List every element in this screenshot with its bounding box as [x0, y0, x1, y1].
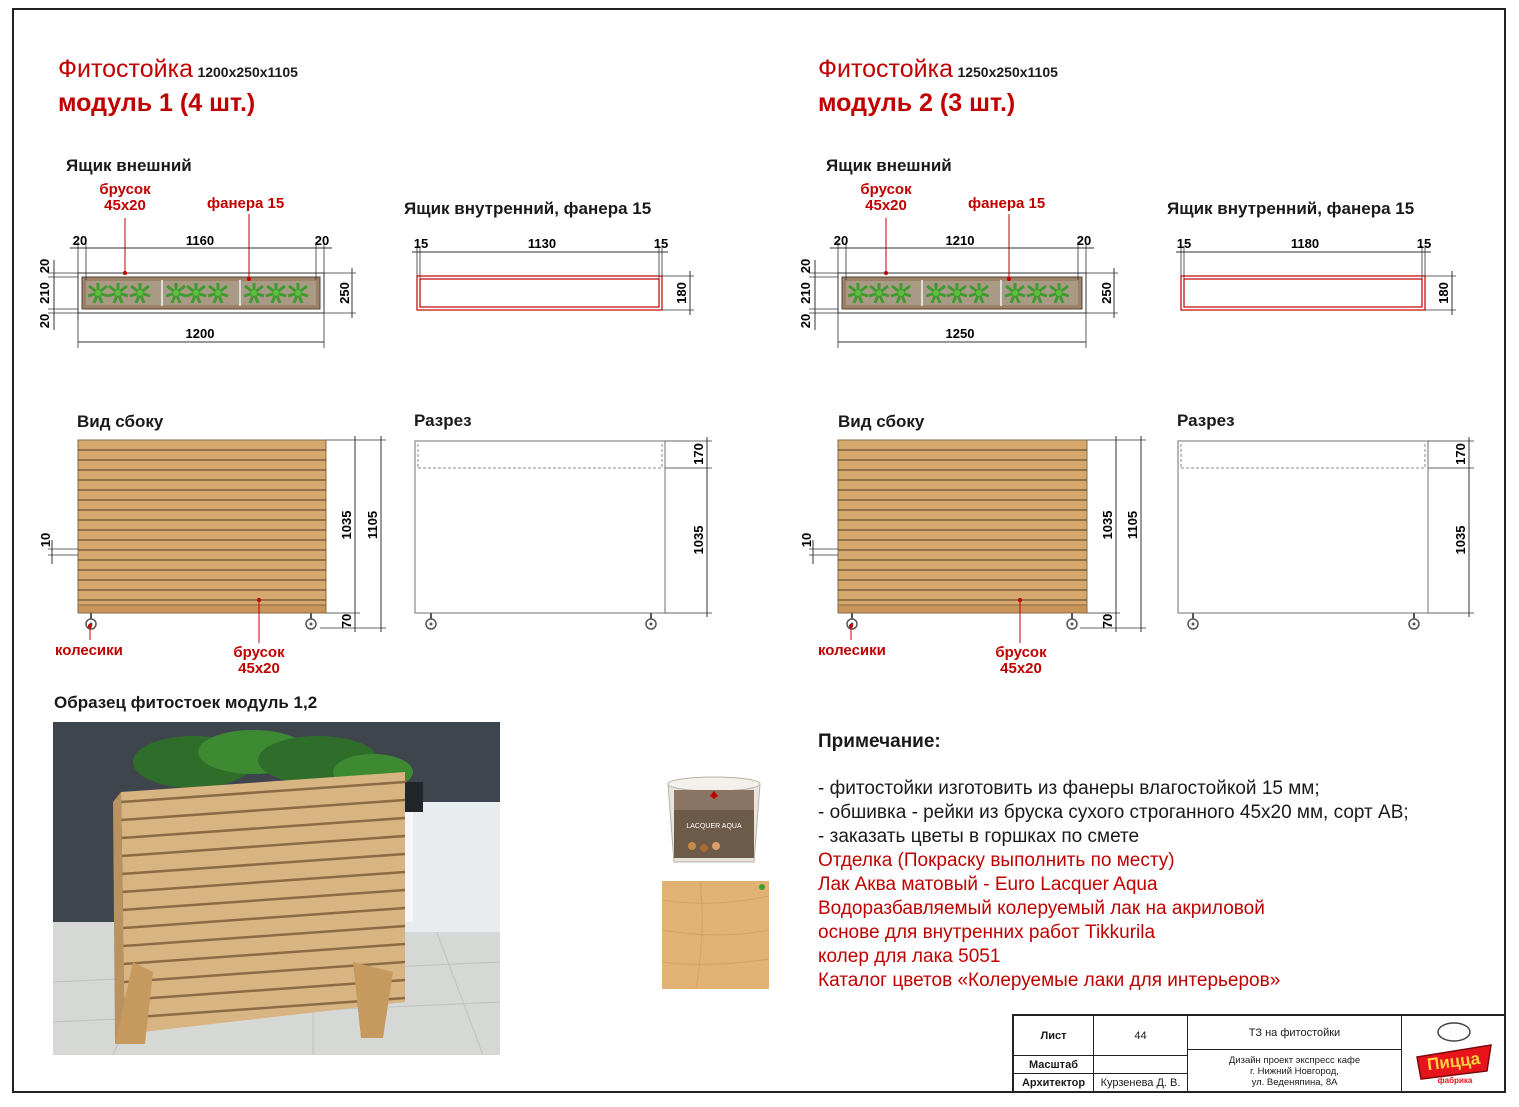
module1-dim-left: 20	[72, 233, 88, 248]
module2-dim-h-inner: 1035	[1100, 510, 1115, 540]
module1-inner-box-label: Ящик внутренний, фанера 15	[404, 199, 652, 218]
tb-architect-value: Курзенева Д. В.	[1094, 1074, 1188, 1093]
module2-wheels-label: колесики	[818, 642, 886, 659]
module1-section-dim-top: 170	[691, 443, 706, 465]
note-red-line: основе для внутренних работ Tikkurila	[818, 922, 1156, 943]
note-line: - заказать цветы в горшках по смете	[818, 826, 1140, 847]
module2-section	[1178, 437, 1474, 629]
tb-scale-value	[1094, 1056, 1188, 1074]
module2-outer-box-plan	[798, 214, 1118, 348]
module2-dim-v-bot: 20	[798, 313, 813, 329]
module2-outer-box-label: Ящик внешний	[826, 156, 952, 175]
module2-beam-bottom-label: брусок 45x20	[995, 644, 1047, 677]
module2-dim-total: 1250	[945, 326, 975, 341]
module1-dim-v-bot: 20	[37, 313, 52, 329]
logo-text: Пицца	[1425, 1048, 1482, 1075]
lacquer-can-text: LACQUER AQUA	[686, 823, 742, 830]
module1-beam-label: брусок 45x20	[99, 181, 151, 214]
module1-section-label: Разрез	[414, 411, 472, 430]
module1-outer-box-label: Ящик внешний	[66, 156, 192, 175]
module2-dim-v-top: 20	[798, 258, 813, 274]
sample-heading: Образец фитостоек модуль 1,2	[54, 693, 318, 712]
module2-inner-dim-height: 180	[1436, 282, 1451, 304]
module1-inner-box-plan	[412, 236, 694, 315]
module1-side-view	[38, 436, 386, 643]
module1-subtitle: модуль 1 (4 шт.)	[58, 89, 256, 117]
note-red-line: Водоразбавляемый колеруемый лак на акриловой	[818, 898, 1265, 919]
tb-doc-title: ТЗ на фитостойки	[1188, 1016, 1402, 1050]
module1-size: 1200x250x1105	[197, 64, 298, 80]
module1-section	[415, 437, 712, 629]
module2-dim-wheel: 70	[1100, 613, 1115, 629]
module1-beam-bottom-label: брусок 45x20	[233, 644, 285, 677]
module2-side-view-label: Вид сбоку	[838, 412, 925, 431]
module2-beam-label: брусок 45x20	[860, 181, 912, 214]
note-line: - обшивка - рейки из бруска сухого строганного 45х20 мм, сорт АВ;	[818, 802, 1409, 823]
lacquer-can-image	[668, 777, 760, 862]
logo-subtext: фабрика	[1437, 1076, 1473, 1085]
module1-dim-total: 1200	[185, 326, 215, 341]
module1-dim-gap: 10	[38, 532, 53, 548]
module1-plywood-label: фанера 15	[207, 195, 285, 212]
note-line: - фитостойки изготовить из фанеры влагостойкой 15 мм;	[818, 778, 1320, 799]
module2-inner-box-plan	[1176, 236, 1456, 315]
notes-list	[818, 777, 1409, 993]
note-red-line: Каталог цветов «Колеруемые лаки для интерьеров»	[818, 970, 1281, 991]
module2-section-dim-body: 1035	[1453, 525, 1468, 555]
module1-wheels-label: колесики	[55, 642, 123, 659]
note-red-line: Отделка (Покраску выполнить по месту)	[818, 850, 1175, 871]
tb-architect-label: Архитектор	[1014, 1074, 1094, 1093]
module2-section-label: Разрез	[1177, 411, 1235, 430]
module2-inner-dim-mid: 1180	[1290, 236, 1320, 251]
sample-photo-illustration	[53, 722, 500, 1055]
module2-dim-mid: 1210	[945, 233, 975, 248]
module1-dim-h-inner: 1035	[339, 510, 354, 540]
module1-section-dim-body: 1035	[691, 525, 706, 555]
module2-inner-dim-right: 15	[1416, 236, 1432, 251]
module1-side-view-label: Вид сбоку	[77, 412, 164, 431]
tb-sheet-label: Лист	[1014, 1016, 1094, 1056]
module2-dim-right: 20	[1076, 233, 1092, 248]
module1-inner-dim-left: 15	[413, 236, 429, 251]
module2-inner-dim-left: 15	[1176, 236, 1192, 251]
module2-dim-v-mid: 210	[798, 282, 813, 304]
module1-dim-mid: 1160	[185, 233, 215, 248]
module1-dim-h-total: 1105	[365, 510, 380, 540]
tb-sheet-value: 44	[1094, 1016, 1188, 1056]
logo-cell	[1402, 1016, 1506, 1093]
note-red-line: Лак Аква матовый - Euro Lacquer Aqua	[818, 874, 1158, 895]
module2-plywood-label: фанера 15	[968, 195, 1046, 212]
module2-dim-left: 20	[833, 233, 849, 248]
module1-inner-dim-mid: 1130	[527, 236, 557, 251]
module2-title: Фитостойка	[818, 55, 953, 83]
tb-scale-label: Масштаб	[1014, 1056, 1094, 1074]
module1-dim-v-top: 20	[37, 258, 52, 274]
wood-color-sample	[662, 881, 769, 989]
module2-side-view	[799, 436, 1146, 643]
module1-dim-wheel: 70	[339, 613, 354, 629]
title-block	[1012, 1014, 1506, 1093]
module1-inner-dim-height: 180	[674, 282, 689, 304]
module2-inner-box-label: Ящик внутренний, фанера 15	[1167, 199, 1415, 218]
pizza-factory-logo	[1411, 1019, 1497, 1089]
module1-title: Фитостойка	[58, 55, 193, 83]
module2-subtitle: модуль 2 (3 шт.)	[818, 89, 1016, 117]
module1-dim-v-mid: 210	[37, 282, 52, 304]
module1-dim-right: 20	[314, 233, 330, 248]
notes-heading: Примечание:	[818, 731, 941, 752]
note-red-line: колер для лака 5051	[818, 946, 1001, 967]
sample-photo	[53, 722, 500, 1055]
module2-dim-height: 250	[1099, 282, 1114, 304]
module2-section-dim-top: 170	[1453, 443, 1468, 465]
module1-outer-box-plan	[37, 214, 356, 348]
module2-size: 1250x250x1105	[957, 64, 1058, 80]
module1-inner-dim-right: 15	[653, 236, 669, 251]
module2-dim-gap: 10	[799, 532, 814, 548]
module2-dim-h-total: 1105	[1125, 510, 1140, 540]
tb-project-text: Дизайн проект экспресс кафе г. Нижний Новгород, ул. Веденяпина, 8А	[1188, 1050, 1402, 1093]
module1-dim-height: 250	[337, 282, 352, 304]
